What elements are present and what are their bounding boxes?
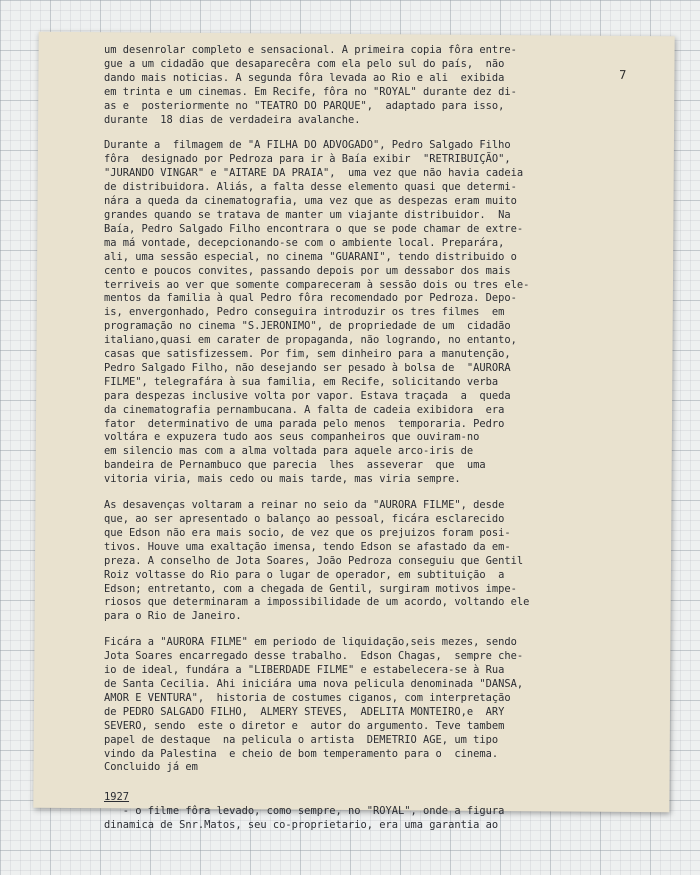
text-line: durante 18 dias de verdadeira avalanche. [104,113,361,126]
text-line: casas que satisfizessem. Por fim, sem dinheiro para a manutenção, [104,348,511,361]
text-line: As desavenças voltaram a reinar no seio da "AURORA FILME", desde [104,499,505,512]
text-line: mentos da familia à qual Pedro fôra recomendado por Pedroza. Depo- [104,292,517,305]
text-line: tivos. Houve uma exaltação imensa, tendo Edson se afastado da em- [104,540,511,553]
text-line: que, ao ser apresentado o balanço ao pessoal, ficára esclarecido [104,513,505,525]
text-line: dando mais noticias. A segunda fôra levada ao Rio e ali exibida [104,71,505,84]
text-line: as e posteriormente no "TEATRO DO PARQUE", adaptado para isso, [104,99,505,112]
text-line: para o Rio de Janeiro. [104,610,242,623]
text-line: de PEDRO SALGADO FILHO, ALMERY STEVES, ADELITA MONTEIRO,e ARY [104,705,505,718]
text-line: para despezas inclusive volta por vapor. Estava traçada a queda [104,389,511,402]
text-line: fôra designado por Pedroza para ir à Baía exibir "RETRIBUIÇÃO", [104,153,511,166]
text-line: vindo da Palestina e cheio de bom temperamento para o cinema. [104,747,499,760]
text-line: ali, uma sessão especial, no cinema "GUARANI", tendo distribuido o [104,250,517,263]
text-line: Baía, Pedro Salgado Filho encontrara o que se pode chamar de extre- [104,222,524,235]
text-line: io de ideal, fundára a "LIBERDADE FILME" e estabelecera-se à Rua [104,664,505,677]
paragraph [104,636,644,775]
text-line: Edson; entretanto, com a chegada de Gentil, surgiram motivos impe- [104,582,517,595]
text-line: programação no cinema "S.JERONIMO", de propriedade de um cidadão [104,320,511,333]
text-line: de Santa Cecilia. Ahi iniciára uma nova pelicula denominada "DANSA, [104,677,524,690]
text-line: Concluido já em [104,761,198,774]
text-line: Roiz voltasse do Rio para o lugar de operador, em subtituição a [104,568,505,581]
paragraph [104,499,644,624]
text-line: FILME", telegrafára à sua familia, em Recife, solicitando verba [104,375,499,388]
text-line: bandeira de Pernambuco que parecia lhes asseverar que uma [104,459,486,472]
text-line: gue a um cidadão que desaparecêra com ela pelo sul do país, não [104,57,505,70]
text-line: italiano,quasi em carater de propaganda, não logrando, no entanto, [104,334,517,347]
page-body [104,44,644,845]
text-line: "JURANDO VINGAR" e "AITARE DA PRAIA", uma vez que não havia cadeia [104,167,524,180]
text-line: SEVERO, sendo este o diretor e autor do argumento. Teve tambem [104,719,505,732]
text-line: cento e poucos convites, passando depois por um dessabor dos mais [104,264,511,277]
text-line: Pedro Salgado Filho, não desejando ser pesado à bolsa de "AURORA [104,361,511,374]
text-line: Durante a filmagem de "A FILHA DO ADVOGADO", Pedro Salgado Filho [104,139,511,152]
text-line: dinamica de Snr.Matos, seu co-proprietario, era uma garantia ao [104,819,499,832]
text-line: Ficára a "AURORA FILME" em periodo de liquidação,seis mezes, sendo [104,636,517,649]
text-line: Jota Soares encarregado desse trabalho. Edson Chagas, sempre che- [104,650,524,663]
text-line: vitoria viria, mais cedo ou mais tarde, mas viria sempre. [104,473,461,486]
text-line: voltára e expuzera tudo aos seus companheiros que ouviram-no [104,431,480,444]
text-line: que Edson não era mais socio, de vez que os prejuizos foram posi- [104,526,511,539]
paragraph [104,139,644,487]
text-line: - o filme fôra levado, como sempre, no "ROYAL", onde a figura [104,805,505,818]
paragraph [104,44,644,127]
text-line: terriveis ao ver que somente compareceram à sessão dois ou tres ele- [104,278,530,291]
text-line: AMOR E VENTURA", historia de costumes ciganos, com interpretação [104,691,511,704]
year-heading: 1927 [104,791,130,804]
text-line: de distribuidora. Aliás, a falta desse elemento quasi que determi- [104,181,517,194]
text-line: fator determinativo de uma parada pelo menos temporaria. Pedro [104,417,505,430]
text-line: riosos que determinaram a impossibilidade de um acordo, voltando ele [104,596,530,609]
text-line: grandes quando se tratava de manter um viajante distribuidor. Na [104,208,511,221]
page-number: 7 [619,67,627,82]
text-line: nára a queda da cinematografia, uma vez que as despezas eram muito [104,195,517,208]
text-line: em silencio mas com a alma voltada para aquele arco-iris de [104,445,474,458]
text-line: em trinta e um cinemas. Em Recife, fôra no "ROYAL" durante dez di- [104,85,517,98]
text-line: ma má vontade, decepcionando-se com o ambiente local. Preparára, [104,236,505,249]
year-section [104,791,644,833]
text-line: preza. A conselho de Jota Soares, João Pedroza conseguiu que Gentil [104,554,524,567]
text-line: is, envergonhado, Pedro conseguira introduzir os tres filmes em [104,306,505,319]
text-line: papel de destaque na pelicula o artista DEMETRIO AGE, um tipo [104,733,499,746]
text-line: da cinematografia pernambucana. A falta de cadeia exibidora era [104,403,505,416]
text-line: um desenrolar completo e sensacional. A primeira copia fôra entre- [104,44,517,56]
